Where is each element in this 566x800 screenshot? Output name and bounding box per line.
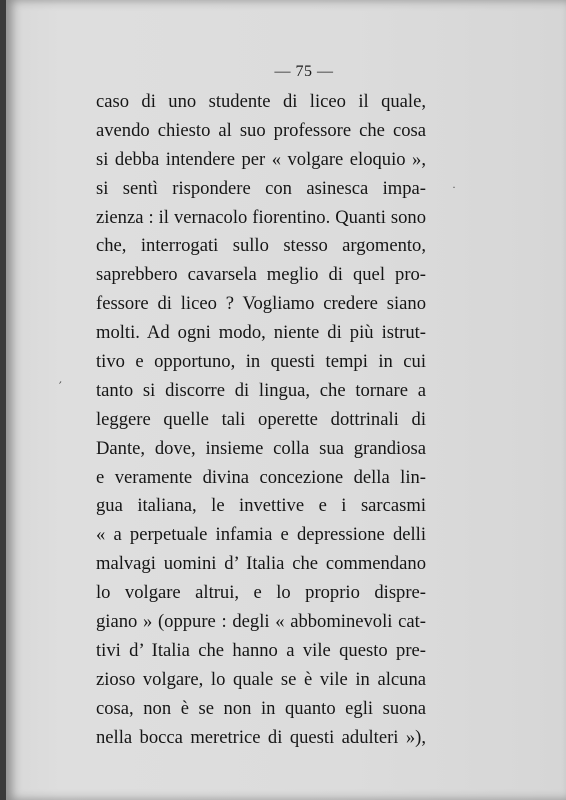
text-line: zioso volgare, lo quale se è vile in alcuna	[96, 668, 426, 690]
margin-speck: ʹ	[55, 378, 64, 393]
text-line: giano » (oppure : degli « abbominevoli cat-	[96, 611, 426, 633]
text-line: molti. Ad ogni modo, niente di più istrut-	[96, 322, 426, 344]
text-line: zienza : il vernacolo fiorentino. Quanti sono	[96, 206, 426, 228]
text-line: che, interrogati sullo stesso argomento,	[96, 235, 426, 257]
text-line: si debba intendere per « volgare eloquio »,	[96, 148, 426, 170]
text-line: nella bocca meretrice di questi adulteri »),	[96, 726, 426, 748]
text-line: saprebbero cavarsela meglio di quel pro-	[96, 264, 426, 286]
text-line: tivi d’ Italia che hanno a vile questo pre-	[96, 639, 426, 661]
book-page	[6, 0, 566, 800]
margin-speck: ·	[452, 180, 456, 194]
text-line: caso di uno studente di liceo il quale,	[96, 91, 426, 112]
text-line: fessore di liceo ? Vogliamo credere siano	[96, 293, 426, 315]
text-line: Dante, dove, insieme colla sua grandiosa	[96, 437, 426, 459]
text-line: leggere quelle tali operette dottrinali di	[96, 408, 426, 430]
page-number: — 75 —	[274, 63, 334, 80]
text-line: e veramente divina concezione della lin-	[96, 466, 426, 488]
text-line: malvagi uomini d’ Italia che commendano	[96, 553, 426, 575]
text-line: « a perpetuale infamia e depressione delli	[96, 524, 426, 546]
text-line: gua italiana, le invettive e i sarcasmi	[96, 495, 426, 517]
text-line: lo volgare altrui, e lo proprio dispre-	[96, 582, 426, 604]
text-line: cosa, non è se non in quanto egli suona	[96, 697, 426, 719]
text-line: si sentì rispondere con asinesca impa-	[96, 177, 426, 199]
text-line: avendo chiesto al suo professore che cosa	[96, 119, 426, 141]
text-line: tanto si discorre di lingua, che tornare a	[96, 379, 426, 401]
text-line: tivo e opportuno, in questi tempi in cui	[96, 351, 426, 373]
body-text	[96, 88, 426, 752]
